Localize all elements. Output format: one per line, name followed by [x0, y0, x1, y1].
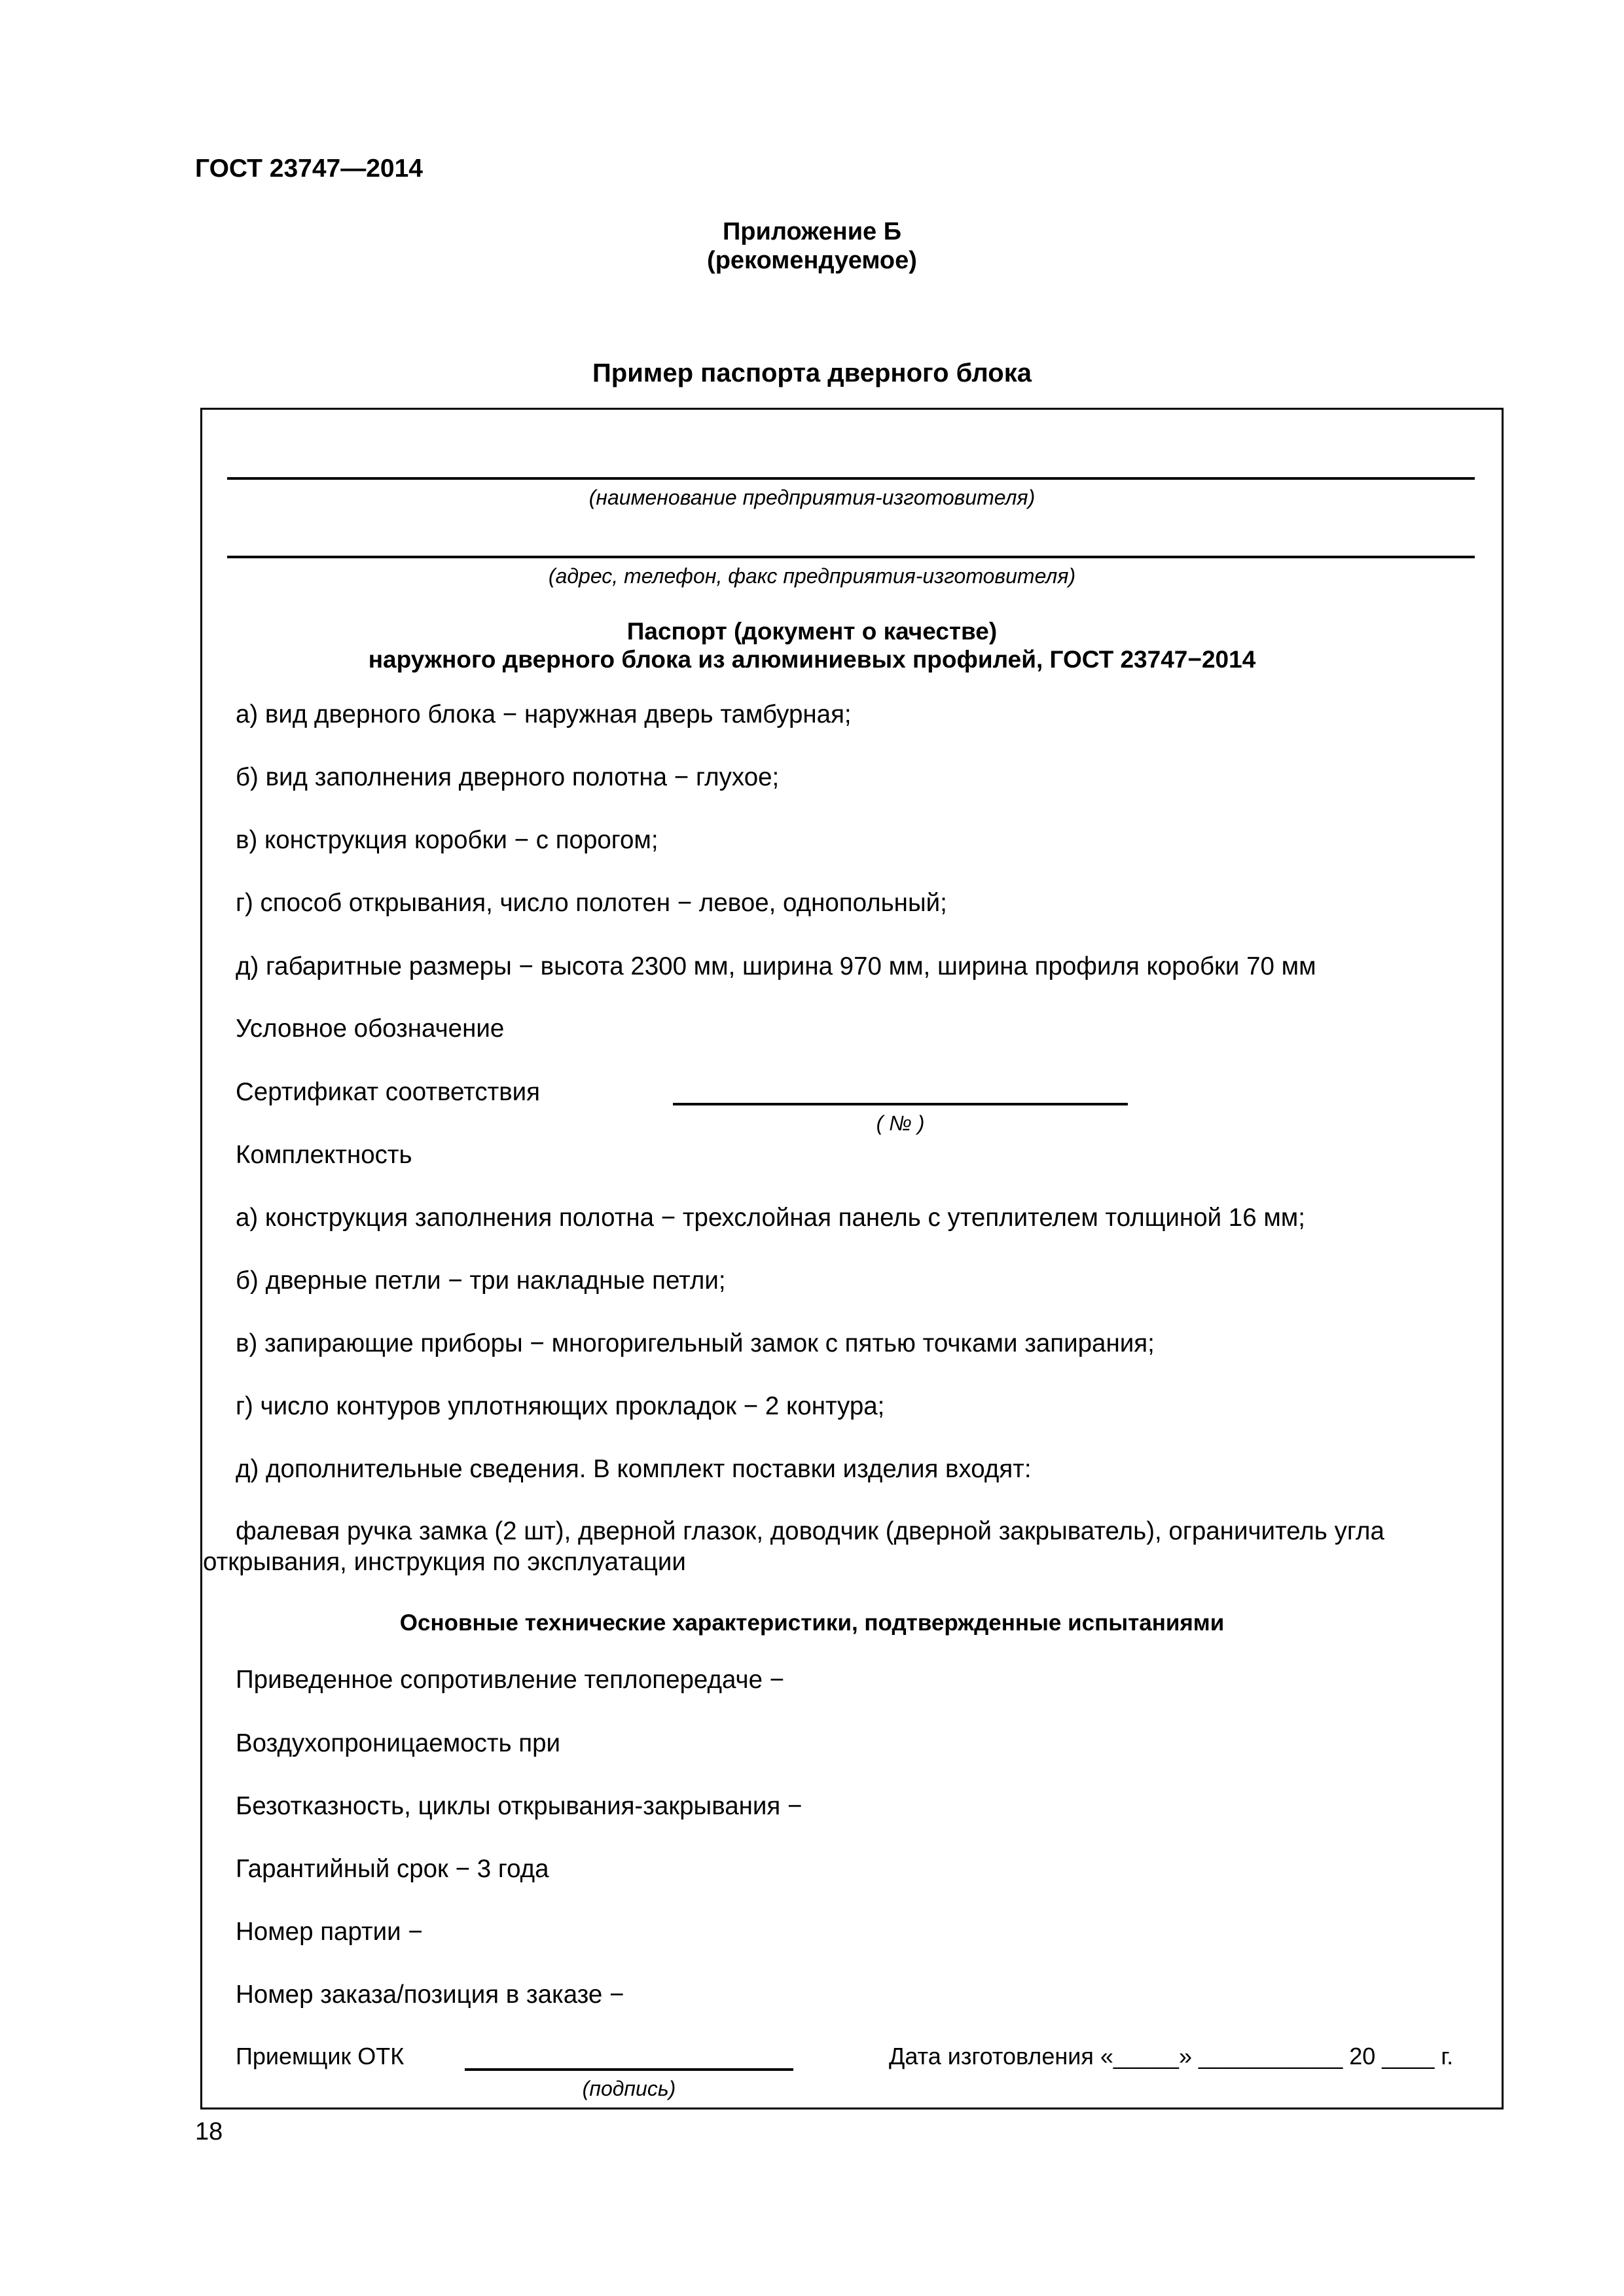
- item-d: г) способ открывания, число полотен − левое, однопольный;: [236, 889, 947, 917]
- item-e: д) габаритные размеры − высота 2300 мм, ширина 970 мм, ширина профиля коробки 70 мм: [236, 952, 1316, 980]
- completeness-item-b: б) дверные петли − три накладные петли;: [236, 1266, 726, 1295]
- tech-item-warranty: Гарантийный срок − 3 года: [236, 1855, 549, 1883]
- item-b: б) вид заполнения дверного полотна − глухое;: [236, 763, 780, 791]
- passport-subtitle: наружного дверного блока из алюминиевых профилей, ГОСТ 23747−2014: [368, 646, 1256, 673]
- completeness-item-c: в) запирающие приборы − многоригельный замок с пятью точками запирания;: [236, 1329, 1155, 1357]
- item-c: в) конструкция коробки − с порогом;: [236, 826, 659, 854]
- appendix-type: (рекомендуемое): [707, 247, 917, 274]
- designation-label: Условное обозначение: [236, 1014, 505, 1043]
- tech-item-batch: Номер партии −: [236, 1918, 423, 1946]
- tech-item-order: Номер заказа/позиция в заказе −: [236, 1981, 624, 2009]
- delivery-line-2: открывания, инструкция по эксплуатации: [203, 1548, 686, 1576]
- tech-section-title: Основные технические характеристики, подтвержденные испытаниями: [399, 1610, 1225, 1636]
- manufacture-date: Дата изготовления «_____» ___________ 20 ____ г.: [889, 2043, 1454, 2070]
- address-caption: (адрес, телефон, факс предприятия-изготовителя): [548, 564, 1076, 588]
- manufacturer-name-line: [227, 477, 1475, 480]
- completeness-item-a: а) конструкция заполнения полотна − трехслойная панель с утеплителем толщиной 16 мм;: [236, 1204, 1305, 1232]
- certificate-line: [673, 1103, 1128, 1105]
- address-line: [227, 556, 1475, 558]
- item-a: а) вид дверного блока − наружная дверь тамбурная;: [236, 700, 852, 728]
- signature-caption: (подпись): [582, 2077, 676, 2100]
- page-number: 18: [195, 2118, 223, 2145]
- page-title: Пример паспорта дверного блока: [592, 359, 1032, 387]
- passport-title: Паспорт (документ о качестве): [626, 618, 998, 645]
- tech-item-air-permeability: Воздухопроницаемость при: [236, 1729, 561, 1757]
- manufacturer-caption: (наименование предприятия-изготовителя): [588, 486, 1036, 509]
- delivery-line-1: фалевая ручка замка (2 шт), дверной глазок, доводчик (дверной закрыватель), ограничитель угла: [236, 1517, 1384, 1545]
- tech-item-resistance: Приведенное сопротивление теплопередаче −: [236, 1666, 785, 1694]
- completeness-item-d: г) число контуров уплотняющих прокладок − 2 контура;: [236, 1392, 885, 1420]
- inspector-label: Приемщик ОТК: [236, 2043, 405, 2070]
- appendix-label: Приложение Б: [722, 218, 902, 245]
- certificate-label: Сертификат соответствия: [236, 1078, 541, 1106]
- document-code: ГОСТ 23747—2014: [195, 154, 423, 183]
- completeness-item-e: д) дополнительные сведения. В комплект поставки изделия входят:: [236, 1455, 1032, 1483]
- signature-line: [465, 2068, 793, 2071]
- tech-item-reliability: Безотказность, циклы открывания-закрывания −: [236, 1792, 803, 1820]
- certificate-caption: ( № ): [876, 1111, 925, 1135]
- completeness-label: Комплектность: [236, 1141, 412, 1169]
